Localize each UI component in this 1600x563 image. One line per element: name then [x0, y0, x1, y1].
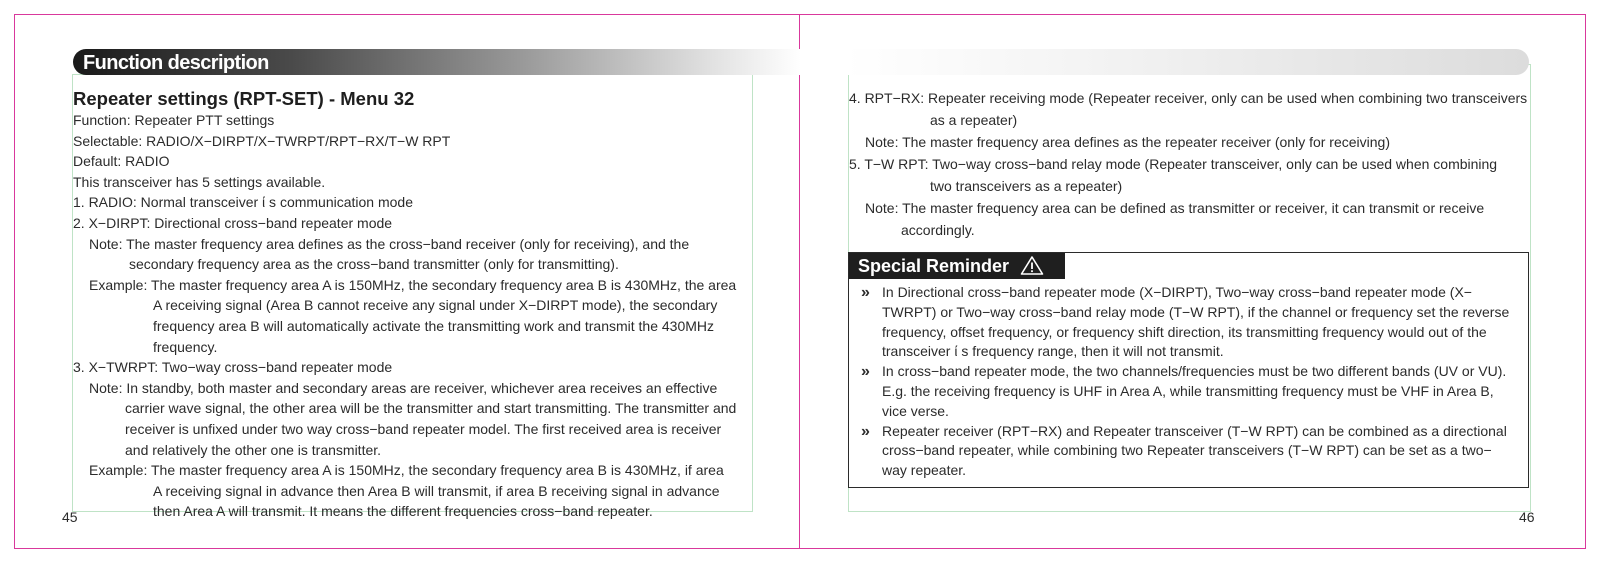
left-text-line: frequency.: [153, 338, 218, 355]
special-reminder-box: [848, 252, 1529, 488]
left-text-line: frequency area B will automatically activate the transmitting work and transmit the 430MHz: [153, 317, 715, 334]
double-chevron-icon: »: [861, 363, 870, 381]
left-text-line: carrier wave signal, the other area will be the transmitter and start transmitting. The transmitter and: [125, 400, 737, 417]
page-number-right: 46: [1519, 509, 1535, 525]
right-text-line: accordingly.: [901, 222, 975, 238]
special-reminder-list: [861, 283, 1521, 481]
reminder-item-line: In Directional cross−band repeater mode (X−DIRPT), Two−way cross−band repeater mode (X−: [882, 284, 1472, 300]
reminder-item-line: way repeater.: [882, 462, 967, 479]
double-chevron-icon: »: [861, 284, 870, 301]
left-text-line: 3. X−TWRPT: Two−way cross−band repeater mode: [73, 359, 393, 376]
reminder-item-line: frequency, offset frequency, or frequency shift direction, its transmitting frequency would out of the: [882, 323, 1487, 340]
left-text-line: and relatively the other one is transmitter.: [125, 441, 382, 458]
left-text-line: This transceiver has 5 settings available.: [73, 173, 326, 190]
left-text-line: 1. RADIO: Normal transceiver ί s communication mode: [73, 194, 413, 211]
page-fold-line: [799, 14, 800, 549]
reminder-item-line: In cross−band repeater mode, the two channels/frequencies must be two different bands (UV or VU).: [882, 363, 1507, 380]
left-text-line: A receiving signal (Area B cannot receive any signal under X−DIRPT mode), the secondary: [153, 297, 718, 314]
left-text-line: then Area A will transmit. It means the different frequencies cross−band repeater.: [153, 503, 653, 520]
right-text-line: 5. T−W RPT: Two−way cross−band relay mode (Repeater transceiver, only can be used when combining: [849, 156, 1498, 172]
left-text-line: A receiving signal in advance then Area B will transmit, if area B receiving signal in advance: [153, 482, 720, 499]
left-text-line: Example: The master frequency area A is 150MHz, the secondary frequency area B is 430MHz, if area: [89, 462, 724, 479]
left-text-line: Function: Repeater PTT settings: [73, 112, 275, 128]
left-text-line: Note: The master frequency area defines as the cross−band receiver (only for receiving), and the: [89, 235, 690, 252]
reminder-item-line: TWRPT) or Two−way cross−band relay mode (T−W RPT), if the channel or frequency set the reverse: [882, 303, 1510, 320]
double-chevron-icon: »: [861, 422, 870, 440]
special-reminder-title-text: Special Reminder: [858, 256, 1010, 276]
left-body-text: [73, 110, 763, 522]
left-text-line: Note: In standby, both master and secondary areas are receiver, whichever area receives an effective: [89, 379, 718, 396]
section-title: Repeater settings (RPT-SET) - Menu 32: [73, 88, 415, 109]
special-reminder-title: [849, 253, 1065, 279]
right-body-text: [849, 87, 1534, 241]
reminder-item: [861, 283, 1521, 362]
reminder-item-line: E.g. the receiving frequency is UHF in Area A, while transmitting frequency must be VHF in Area B,: [882, 382, 1494, 399]
header-bar-right: [846, 49, 1529, 75]
right-text-line: Note: The master frequency area can be defined as transmitter or receiver, it can transmit or receive: [865, 200, 1485, 216]
reminder-item: [861, 362, 1521, 421]
left-text-line: Default: RADIO: [73, 153, 170, 170]
right-text-line: two transceivers as a repeater): [930, 178, 1123, 194]
warning-triangle-icon: [1020, 255, 1044, 275]
right-text-line: Note: The master frequency area defines as the repeater receiver (only for receiving): [865, 134, 1390, 150]
left-text-line: secondary frequency area as the cross−band transmitter (only for transmitting).: [129, 256, 619, 273]
reminder-item-line: transceiver ί s frequency range, then it will not transmit.: [882, 343, 1224, 360]
header-title: Function description: [83, 52, 269, 74]
left-text-line: Example: The master frequency area A is 150MHz, the secondary frequency area B is 430MHz, the area: [89, 276, 737, 293]
reminder-item-line: vice verse.: [882, 402, 949, 419]
page-number-left: 45: [62, 509, 78, 525]
reminder-item-line: cross−band repeater, while combining two Repeater transceivers (T−W RPT) can be set as a two−: [882, 442, 1492, 459]
left-text-line: Selectable: RADIO/X−DIRPT/X−TWRPT/RPT−RX/T−W RPT: [73, 132, 451, 149]
reminder-item: [861, 422, 1521, 481]
right-text-line: 4. RPT−RX: Repeater receiving mode (Repeater receiver, only can be used when combining two transceivers: [849, 90, 1528, 106]
left-text-line: receiver is unfixed under two way cross−band repeater model. The first received area is receiver: [125, 420, 722, 437]
reminder-item-line: Repeater receiver (RPT−RX) and Repeater transceiver (T−W RPT) can be combined as a directional: [882, 422, 1507, 439]
left-text-line: 2. X−DIRPT: Directional cross−band repeater mode: [73, 214, 393, 231]
right-text-line: as a repeater): [930, 112, 1018, 128]
